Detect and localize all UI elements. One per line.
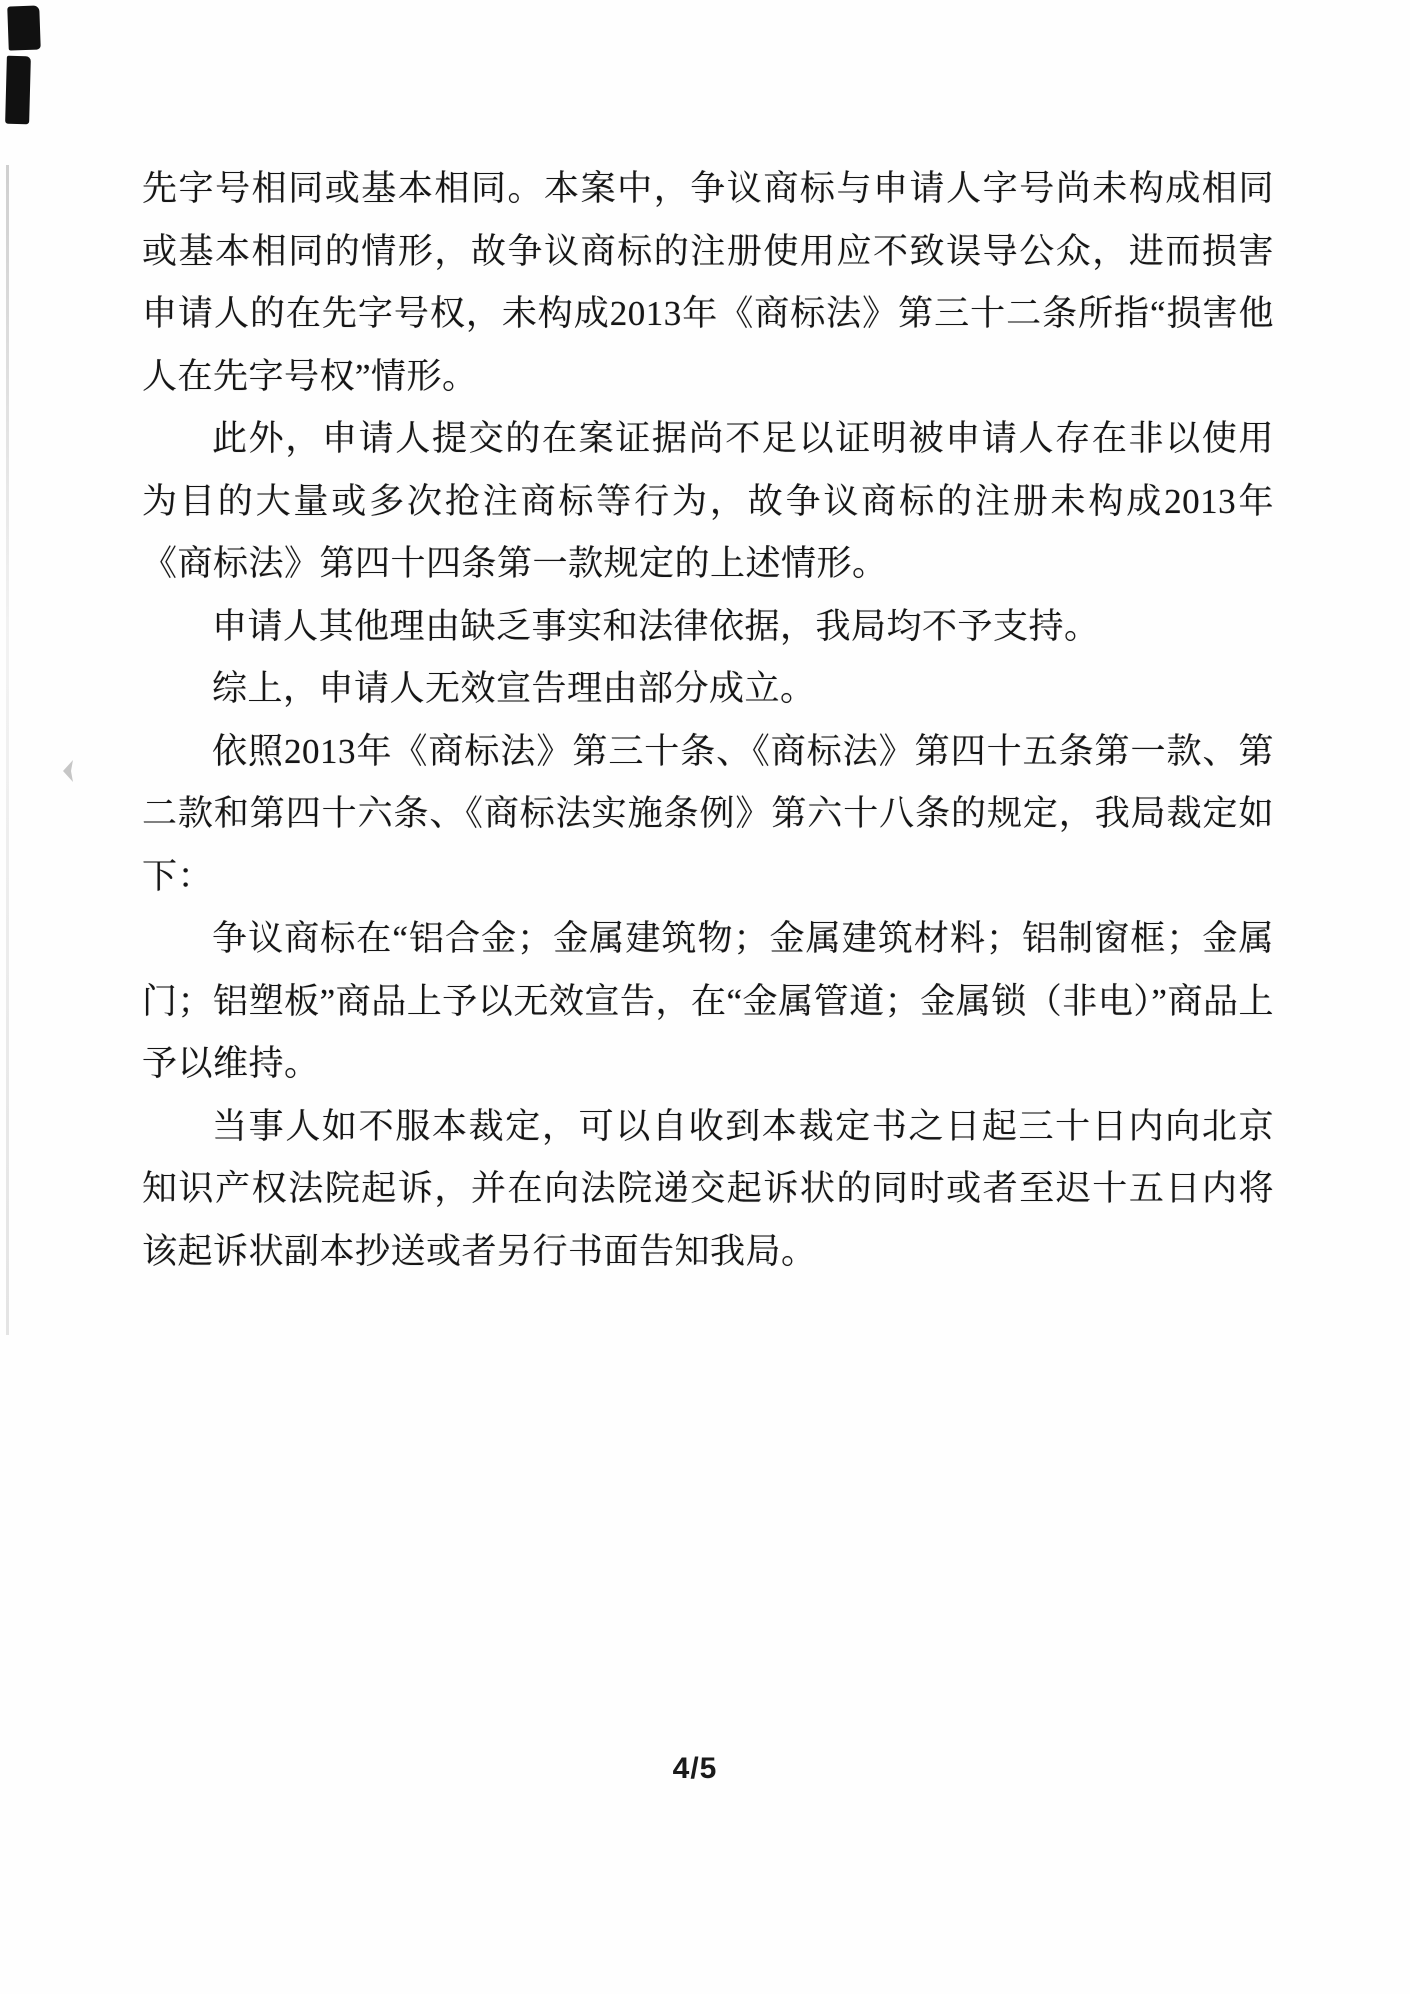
paragraph-legal-basis: 依照2013年《商标法》第三十条、《商标法》第四十五条第一款、第二款和第四十六条、《商标法实施条例》第六十八条的规定，我局裁定如下： (142, 731, 1274, 896)
scan-artifact-blob-top (7, 5, 41, 50)
paragraph-conclusion-prior-trade-name: 先字号相同或基本相同。本案中，争议商标与申请人字号尚未构成相同或基本相同的情形，故争议商标的注册使用应不致误导公众，进而损害申请人的在先字号权，未构成2013年《商标法》第三十二条所指“损害他人在先字号权”情形。 (142, 169, 1274, 396)
paragraph-summary: 综上，申请人无效宣告理由部分成立。 (212, 669, 816, 708)
scan-artifact-left-smudge (63, 760, 73, 782)
scan-artifact-blob-lower (5, 56, 31, 125)
paragraph-article-44-finding: 此外，申请人提交的在案证据尚不足以证明被申请人存在非以使用为目的大量或多次抢注商标等行为，故争议商标的注册未构成2013年《商标法》第四十四条第一款规定的上述情形。 (142, 419, 1274, 583)
scan-edge-streak (6, 165, 9, 1335)
paragraph-ruling: 争议商标在“铝合金；金属建筑物；金属建筑材料；铝制窗框；金属门；铝塑板”商品上予以无效宣告，在“金属管道；金属锁（非电）”商品上予以维持。 (142, 919, 1274, 1083)
paragraph-other-grounds: 申请人其他理由缺乏事实和法律依据，我局均不予支持。 (212, 606, 1100, 646)
page-number: 4/5 (672, 1752, 718, 1785)
paragraph-appeal-instructions: 当事人如不服本裁定，可以自收到本裁定书之日起三十日内向北京知识产权法院起诉，并在向法院递交起诉状的同时或者至迟十五日内将该起诉状副本抄送或者另行书面告知我局。 (142, 1106, 1274, 1271)
body-text (142, 158, 1274, 1283)
